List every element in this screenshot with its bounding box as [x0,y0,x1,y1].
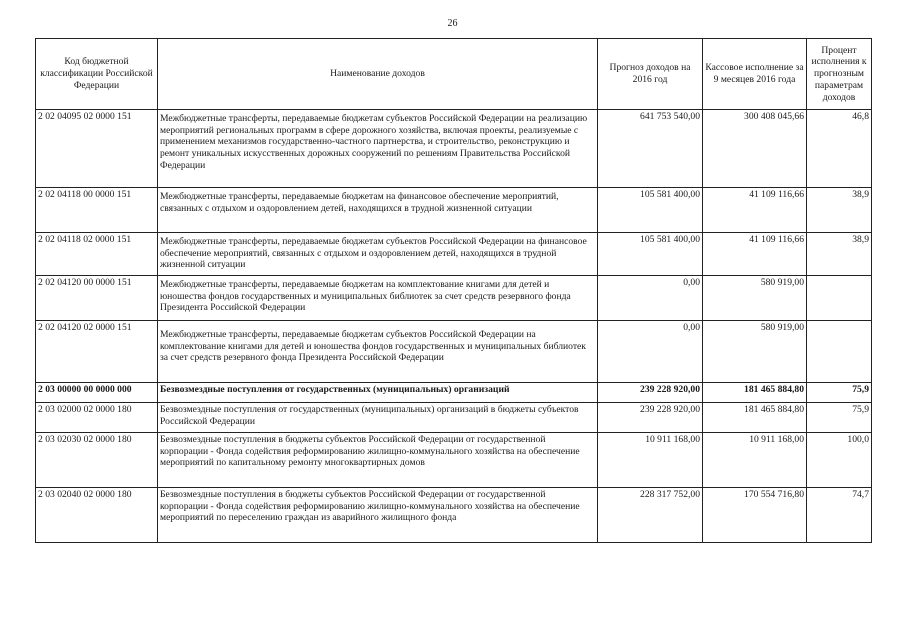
table-row [36,433,872,488]
table-row-total [36,383,872,403]
cell-execution: 181 465 884,80 [703,383,807,403]
cell-name: Безвозмездные поступления в бюджеты субъектов Российской Федерации от государственной корпорации - Фонда содействия реформированию жилищно-коммунального хозяйства на обеспечение мероприятий по капитальному ремонту многоквартирных домов [158,433,598,488]
cell-code: 2 03 00000 00 0000 000 [36,383,158,403]
cell-name: Межбюджетные трансферты, передаваемые бюджетам на финансовое обеспечение мероприятий, связанных с отдыхом и оздоровлением детей, находящихся в трудной жизненной ситуации [158,188,598,233]
cell-plan: 228 317 752,00 [598,488,703,543]
cell-percent: 74,7 [807,488,872,543]
cell-execution: 41 109 116,66 [703,233,807,276]
cell-name: Межбюджетные трансферты, передаваемые бюджетам на комплектование книгами для детей и юношества фондов государственных и муниципальных библиотек за счет средств резервного фонда Президента Российской Федерации [158,276,598,321]
cell-percent [807,321,872,383]
cell-plan: 105 581 400,00 [598,233,703,276]
cell-code: 2 02 04118 00 0000 151 [36,188,158,233]
cell-plan: 641 753 540,00 [598,110,703,188]
header-execution: Кассовое исполнение за 9 месяцев 2016 года [703,39,807,110]
cell-execution: 10 911 168,00 [703,433,807,488]
table-row [36,488,872,543]
cell-percent: 75,9 [807,403,872,433]
cell-code: 2 02 04118 02 0000 151 [36,233,158,276]
page-number: 26 [447,18,458,29]
header-percent: Процент исполнения к прогнозным параметрам доходов [807,39,872,110]
cell-code: 2 02 04120 00 0000 151 [36,276,158,321]
cell-code: 2 02 04120 02 0000 151 [36,321,158,383]
cell-plan: 10 911 168,00 [598,433,703,488]
cell-name: Безвозмездные поступления в бюджеты субъектов Российской Федерации от государственной корпорации - Фонда содействия реформированию жилищно-коммунального хозяйства на обеспечение мероприятий по переселению граждан из аварийного жилищного фонда [158,488,598,543]
cell-name: Межбюджетные трансферты, передаваемые бюджетам субъектов Российской Федерации на комплектование книгами для детей и юношества фондов государственных и муниципальных библиотек за счет средств резервного фонда Президента Российской Федерации [158,321,598,383]
header-name: Наименование доходов [158,39,598,110]
table-row [36,110,872,188]
cell-plan: 239 228 920,00 [598,403,703,433]
cell-execution: 300 408 045,66 [703,110,807,188]
cell-name: Межбюджетные трансферты, передаваемые бюджетам субъектов Российской Федерации на реализацию мероприятий региональных программ в сфере дорожного хозяйства, включая проекты, реализуемые с применением механизмов государственно-частного партнерства, и строительство, реконструкцию и ремонт уникальных искусственных дорожных сооружений по решениям Правительства Российской Федерации [158,110,598,188]
cell-plan: 0,00 [598,276,703,321]
cell-execution: 41 109 116,66 [703,188,807,233]
cell-execution: 170 554 716,80 [703,488,807,543]
cell-name: Безвозмездные поступления от государственных (муниципальных) организаций в бюджеты субъектов Российской Федерации [158,403,598,433]
cell-execution: 580 919,00 [703,321,807,383]
table-row [36,276,872,321]
table-row [36,321,872,383]
table-row [36,403,872,433]
cell-percent: 38,9 [807,233,872,276]
table-row [36,233,872,276]
cell-percent: 100,0 [807,433,872,488]
header-plan: Прогноз доходов на 2016 год [598,39,703,110]
cell-code: 2 02 04095 02 0000 151 [36,110,158,188]
cell-percent: 75,9 [807,383,872,403]
cell-code: 2 03 02000 02 0000 180 [36,403,158,433]
cell-plan: 239 228 920,00 [598,383,703,403]
cell-execution: 181 465 884,80 [703,403,807,433]
table-header-row [36,39,872,110]
cell-plan: 105 581 400,00 [598,188,703,233]
cell-code: 2 03 02030 02 0000 180 [36,433,158,488]
cell-plan: 0,00 [598,321,703,383]
table-row [36,188,872,233]
cell-code: 2 03 02040 02 0000 180 [36,488,158,543]
revenue-table [35,38,872,543]
cell-execution: 580 919,00 [703,276,807,321]
header-code: Код бюджетной классификации Российской Федерации [36,39,158,110]
cell-percent: 46,8 [807,110,872,188]
cell-percent: 38,9 [807,188,872,233]
cell-name: Безвозмездные поступления от государственных (муниципальных) организаций [158,383,598,403]
cell-percent [807,276,872,321]
cell-name: Межбюджетные трансферты, передаваемые бюджетам субъектов Российской Федерации на финансовое обеспечение мероприятий, связанных с отдыхом и оздоровлением детей, находящихся в трудной жизненной ситуации [158,233,598,276]
